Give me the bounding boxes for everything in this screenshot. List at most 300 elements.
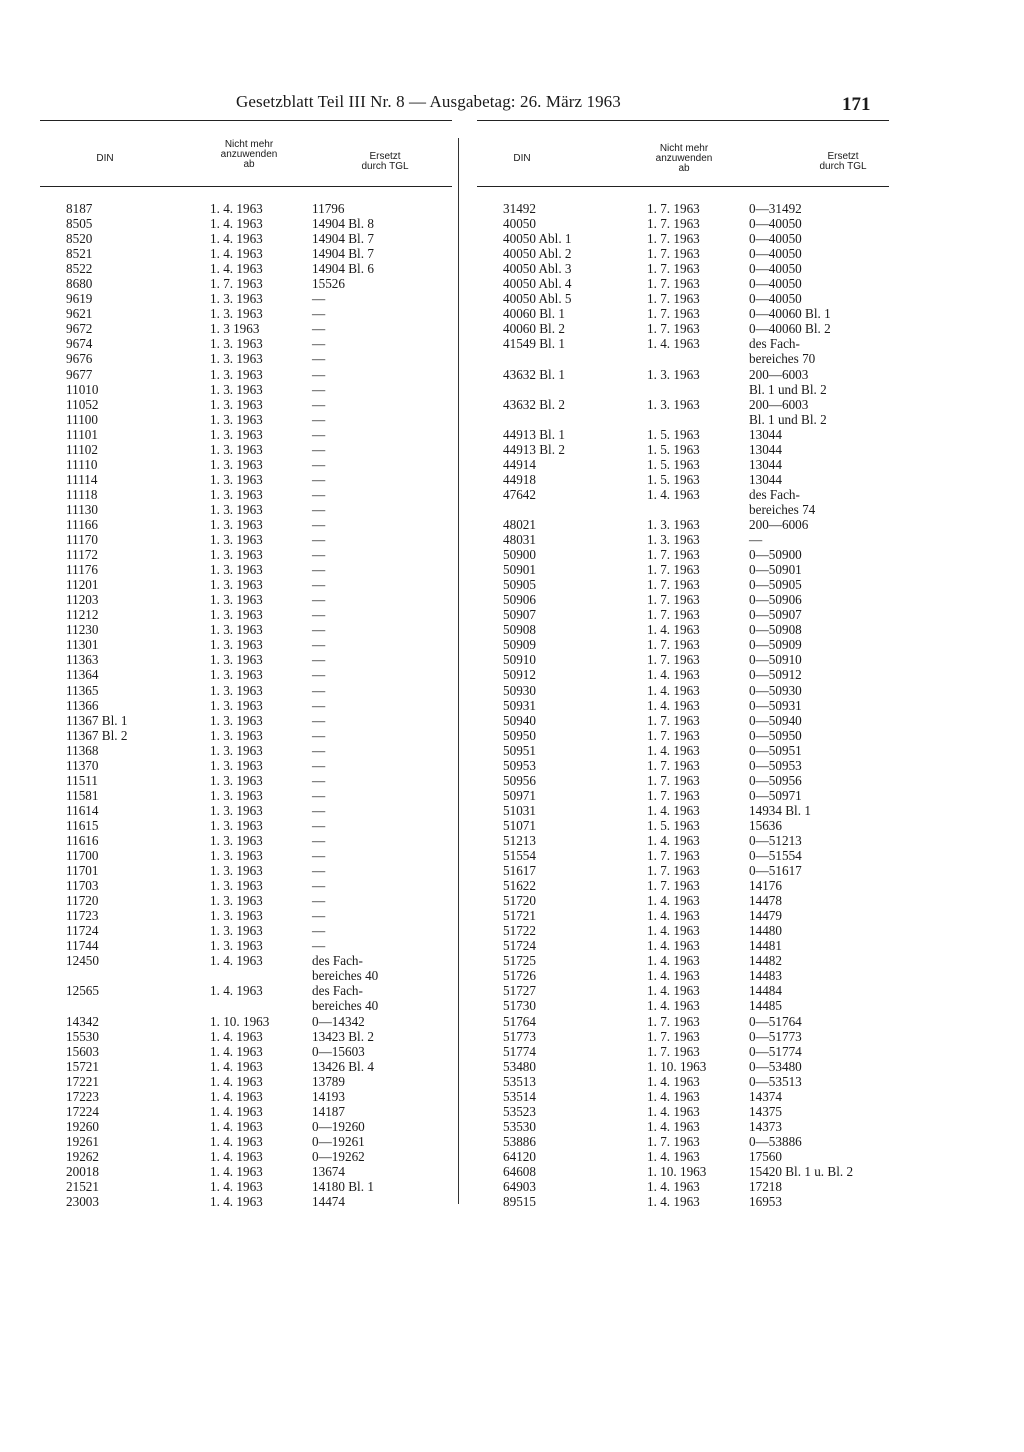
cell-din: 40050 Abl. 3 [503,261,572,277]
cell-date: 1. 3. 1963 [210,351,263,367]
page-number: 171 [842,94,871,115]
cell-replaced-by: 0—40050 [749,276,802,292]
cell-din: 51726 [503,968,536,984]
cell-din: 51773 [503,1028,536,1044]
cell-din: 64903 [503,1179,536,1195]
table-row [477,457,889,472]
cell-din: 17221 [66,1073,99,1089]
cell-date: 1. 3. 1963 [210,562,263,578]
cell-replaced-by: 13789 [312,1073,345,1089]
table-row [477,592,889,607]
cell-din: 51071 [503,817,536,833]
cell-replaced-by: 0—19260 [312,1118,365,1134]
cell-replaced-by: — [312,908,326,924]
table-row [40,321,452,336]
cell-date: 1. 4. 1963 [647,336,700,352]
cell-date: 1. 4. 1963 [210,1058,263,1074]
cell-din: 50951 [503,742,536,758]
cell-replaced-by: 0—51617 [749,863,802,879]
table-row [40,1164,452,1179]
cell-replaced-by: — [312,817,326,833]
cell-replaced-by: 0—50910 [749,652,802,668]
cell-date: 1. 7. 1963 [647,261,700,277]
table-row [40,728,452,743]
table-row [477,803,889,818]
cell-date: 1. 3. 1963 [210,712,263,728]
table-row [477,1044,889,1059]
cell-date: 1. 4. 1963 [210,216,263,232]
cell-date: 1. 3. 1963 [210,547,263,563]
table-row [40,1104,452,1119]
cell-din: 11176 [66,562,98,578]
cell-date: 1. 7. 1963 [647,863,700,879]
cell-date: 1. 3. 1963 [210,863,263,879]
table-row [40,863,452,878]
cell-din: 19261 [66,1133,99,1149]
cell-replaced-by: — [312,697,326,713]
cell-replaced-by: 0—51764 [749,1013,802,1029]
cell-date: 1. 7. 1963 [647,757,700,773]
cell-date: 1. 7. 1963 [647,276,700,292]
cell-din: 44913 Bl. 1 [503,426,565,442]
table-row [477,562,889,577]
cell-date: 1. 7. 1963 [647,1028,700,1044]
cell-replaced-by: 13423 Bl. 2 [312,1028,374,1044]
cell-replaced-by: — [312,411,326,427]
table-row [477,788,889,803]
cell-date: 1. 4. 1963 [647,968,700,984]
table-row [40,908,452,923]
cell-din: 44914 [503,456,536,472]
cell-replaced-by: — [312,682,326,698]
cell-date: 1. 3. 1963 [210,411,263,427]
table-row [40,758,452,773]
cell-replaced-by: 0—50930 [749,682,802,698]
cell-replaced-by: — [312,712,326,728]
table-row [477,1164,889,1179]
cell-replaced-by: 14483 [749,968,782,984]
cell-din: 64120 [503,1148,536,1164]
cell-din: 11744 [66,938,99,954]
cell-replaced-by: 200—6003 [749,366,809,382]
cell-replaced-by: — [312,863,326,879]
cell-replaced-by: 14481 [749,938,782,954]
cell-din: 11166 [66,516,98,532]
cell-din: 14342 [66,1013,99,1029]
table-row [40,818,452,833]
cell-din: 11367 Bl. 1 [66,712,128,728]
cell-din: 40050 Abl. 2 [503,246,572,262]
cell-date: 1. 4. 1963 [647,697,700,713]
cell-date: 1. 5. 1963 [647,441,700,457]
table-row [40,743,452,758]
table-row [477,938,889,953]
cell-replaced-by: — [749,532,763,548]
table-row [40,517,452,532]
cell-replaced-by: — [312,772,326,788]
cell-replaced-by: 14904 Bl. 7 [312,246,374,262]
cell-din: 23003 [66,1194,99,1210]
table-row [477,517,889,532]
cell-din: 11701 [66,863,99,879]
table-row [40,592,452,607]
table-row [40,577,452,592]
cell-date: 1. 4. 1963 [647,923,700,939]
cell-replaced-by: 0—40050 [749,231,802,247]
cell-replaced-by: — [312,291,326,307]
table-row [40,532,452,547]
cell-replaced-by: — [312,532,326,548]
cell-din: 19260 [66,1118,99,1134]
cell-replaced-by: 0—15603 [312,1043,365,1059]
cell-din: 40050 Abl. 4 [503,276,572,292]
table-row [40,562,452,577]
table-row [40,683,452,698]
cell-din: 11368 [66,742,99,758]
cell-din: 11370 [66,757,99,773]
cell-din: 50905 [503,577,536,593]
cell-date: 1. 7. 1963 [647,577,700,593]
cell-date: 1. 4. 1963 [210,261,263,277]
header-nicht-line2: anzuwenden [655,153,713,164]
cell-replaced-by: — [312,802,326,818]
table-row [477,246,889,261]
cell-replaced-by: — [312,893,326,909]
cell-din: 9677 [66,366,93,382]
table-row [477,743,889,758]
table-row [477,713,889,728]
cell-replaced-by: 0—40050 [749,216,802,232]
cell-replaced-by: 13044 [749,441,782,457]
cell-date: 1. 3. 1963 [210,577,263,593]
cell-date: 1. 3. 1963 [210,923,263,939]
cell-replaced-by: 0—50971 [749,787,802,803]
cell-replaced-by: 200—6003 [749,396,809,412]
table-row [477,863,889,878]
cell-date: 1. 5. 1963 [647,426,700,442]
cell-replaced-by: 0—50907 [749,607,802,623]
table-row [40,502,452,517]
cell-replaced-by: 0—50940 [749,712,802,728]
cell-replaced-by: 14485 [749,998,782,1014]
cell-din: 53523 [503,1103,536,1119]
cell-date: 1. 4. 1963 [210,1103,263,1119]
table-row [477,412,889,427]
cell-replaced-by: — [312,336,326,352]
table-row [40,336,452,351]
cell-din: 53530 [503,1118,536,1134]
cell-din: 11172 [66,547,98,563]
table-row [477,1119,889,1134]
cell-date: 1. 3. 1963 [210,817,263,833]
table-row [40,983,452,998]
cell-din: 47642 [503,486,536,502]
cell-replaced-by: 0—53513 [749,1073,802,1089]
cell-din: 50971 [503,787,536,803]
table-row [40,216,452,231]
header-ersetzt-line1: Ersetzt [369,151,401,162]
cell-replaced-by: 0—40060 Bl. 2 [749,321,831,337]
table-row [40,1119,452,1134]
cell-date: 1. 4. 1963 [647,1148,700,1164]
cell-din: 50956 [503,772,536,788]
cell-date: 1. 3. 1963 [210,938,263,954]
table-row [477,201,889,216]
cell-din: 50900 [503,547,536,563]
cell-date: 1. 3. 1963 [210,787,263,803]
cell-date: 1. 3. 1963 [210,667,263,683]
cell-replaced-by: 13674 [312,1164,345,1179]
table-row [477,833,889,848]
table-row [477,1134,889,1149]
table-row [40,788,452,803]
cell-date: 1. 3. 1963 [210,682,263,698]
table-row [477,502,889,517]
table-row [477,1179,889,1194]
cell-din: 11118 [66,486,98,502]
cell-date: 1. 3. 1963 [647,396,700,412]
cell-din: 9674 [66,336,93,352]
cell-din: 11616 [66,832,99,848]
cell-replaced-by: 0—53480 [749,1058,802,1074]
cell-din: 53480 [503,1058,536,1074]
cell-date: 1. 7. 1963 [647,1013,700,1029]
cell-date: 1. 4. 1963 [210,953,263,969]
header-ersetzt [340,152,430,172]
table-row [477,998,889,1013]
cell-din: 11010 [66,381,99,397]
cell-din: 50908 [503,622,536,638]
table-header-right [477,140,889,186]
cell-replaced-by: 17560 [749,1148,782,1164]
cell-din: 11367 Bl. 2 [66,727,128,743]
cell-replaced-by: 0—51213 [749,832,802,848]
cell-din: 8187 [66,201,93,216]
cell-replaced-by: des Fach- [312,953,363,969]
cell-replaced-by: 14904 Bl. 7 [312,231,374,247]
cell-date: 1. 4. 1963 [210,1148,263,1164]
table-row [477,698,889,713]
cell-date: 1. 3. 1963 [210,607,263,623]
table-row [477,577,889,592]
table-row [40,713,452,728]
cell-replaced-by: 14934 Bl. 1 [749,802,811,818]
table-row [477,622,889,637]
cell-din: 11700 [66,848,99,864]
cell-date: 1. 4. 1963 [647,983,700,999]
cell-date: 1. 3. 1963 [210,697,263,713]
table-body-left [40,201,452,1209]
table-row [477,487,889,502]
cell-din: 11614 [66,802,99,818]
cell-din: 11723 [66,908,99,924]
table-row [40,1059,452,1074]
cell-replaced-by: — [312,637,326,653]
table-row [477,1104,889,1119]
cell-din: 51213 [503,832,536,848]
cell-din: 11581 [66,787,99,803]
table-row [40,472,452,487]
cell-replaced-by: 14480 [749,923,782,939]
cell-din: 50931 [503,697,536,713]
cell-replaced-by: 14374 [749,1088,782,1104]
cell-date: 1. 5. 1963 [647,456,700,472]
cell-din: 53886 [503,1133,536,1149]
cell-date: 1. 7. 1963 [647,772,700,788]
table-row [40,547,452,562]
cell-din: 11720 [66,893,99,909]
cell-din: 50940 [503,712,536,728]
table-row [477,351,889,366]
cell-date: 1. 4. 1963 [210,1194,263,1210]
cell-date: 1. 3. 1963 [210,802,263,818]
cell-date: 1. 4. 1963 [647,998,700,1014]
cell-date: 1. 7. 1963 [647,321,700,337]
table-row [40,848,452,863]
cell-date: 1. 4. 1963 [647,1073,700,1089]
table-row [477,923,889,938]
table-row [40,246,452,261]
cell-date: 1. 7. 1963 [210,276,263,292]
table-row [477,276,889,291]
cell-din: 11364 [66,667,99,683]
header-rule-left [40,120,452,121]
cell-date: 1. 7. 1963 [647,306,700,322]
cell-date: 1. 7. 1963 [647,1133,700,1149]
table-row [40,938,452,953]
table-row [477,321,889,336]
cell-date: 1. 7. 1963 [647,246,700,262]
cell-replaced-by: — [312,516,326,532]
cell-din: 8680 [66,276,93,292]
cell-din: 51617 [503,863,536,879]
cell-din: 11230 [66,622,99,638]
table-row [477,652,889,667]
cell-date: 1. 10. 1963 [210,1013,270,1029]
cell-replaced-by: — [312,607,326,623]
table-row [477,231,889,246]
cell-din: 11101 [66,426,98,442]
cell-date: 1. 4. 1963 [647,486,700,502]
cell-replaced-by: 0—40050 [749,291,802,307]
header-nicht-mehr [200,140,298,170]
cell-replaced-by: 14373 [749,1118,782,1134]
table-row [477,382,889,397]
cell-date: 1. 3. 1963 [210,727,263,743]
cell-din: 17224 [66,1103,99,1119]
cell-date: 1. 3. 1963 [647,532,700,548]
cell-replaced-by: 0—50908 [749,622,802,638]
cell-replaced-by: Bl. 1 und Bl. 2 [749,411,827,427]
cell-date: 1. 4. 1963 [210,1164,263,1179]
table-row [40,367,452,382]
header-rule-right [477,120,889,121]
cell-din: 8520 [66,231,93,247]
cell-din: 50906 [503,592,536,608]
cell-replaced-by: 14904 Bl. 8 [312,216,374,232]
cell-din: 11363 [66,652,99,668]
cell-replaced-by: 14482 [749,953,782,969]
cell-date: 1. 3. 1963 [210,306,263,322]
cell-replaced-by: — [312,501,326,517]
cell-date: 1. 4. 1963 [647,908,700,924]
cell-replaced-by: 0—50909 [749,637,802,653]
table-row [477,968,889,983]
cell-replaced-by: — [312,622,326,638]
cell-date: 1. 4. 1963 [647,832,700,848]
table-row [40,231,452,246]
table-row [40,1074,452,1089]
cell-replaced-by: 0—19262 [312,1148,365,1164]
cell-replaced-by: — [312,471,326,487]
table-row [40,803,452,818]
page-header-title: Gesetzblatt Teil III Nr. 8 — Ausgabetag: 26. März 1963 [236,92,621,111]
table-row [40,773,452,788]
header-din: DIN [96,153,114,164]
cell-date: 1. 4. 1963 [647,953,700,969]
cell-replaced-by: 0—50931 [749,697,802,713]
header-ersetzt [797,152,889,172]
cell-date: 1. 7. 1963 [647,727,700,743]
cell-replaced-by: 13044 [749,471,782,487]
table-row [477,893,889,908]
table-row [40,637,452,652]
table-row [40,291,452,306]
table-row [40,698,452,713]
cell-replaced-by: 0—31492 [749,201,802,216]
cell-replaced-by: 14478 [749,893,782,909]
cell-din: 11703 [66,878,99,894]
cell-din: 15530 [66,1028,99,1044]
cell-replaced-by: 0—50950 [749,727,802,743]
cell-date: 1. 10. 1963 [647,1164,707,1179]
cell-replaced-by: 14484 [749,983,782,999]
header-nicht-line3: ab [678,163,690,174]
cell-date: 1. 3. 1963 [210,848,263,864]
cell-din: 50930 [503,682,536,698]
cell-din: 19262 [66,1148,99,1164]
cell-date: 1. 3. 1963 [647,366,700,382]
table-row [40,1044,452,1059]
table-row [40,261,452,276]
cell-replaced-by: — [312,923,326,939]
cell-date: 1. 4. 1963 [210,1088,263,1104]
cell-date: 1. 7. 1963 [647,712,700,728]
cell-din: 50953 [503,757,536,773]
cell-date: 1. 10. 1963 [647,1058,707,1074]
cell-date: 1. 4. 1963 [647,1179,700,1195]
table-header-left [40,140,452,186]
cell-din: 51721 [503,908,536,924]
cell-date: 1. 7. 1963 [647,1043,700,1059]
cell-replaced-by: 200—6006 [749,516,809,532]
cell-replaced-by: — [312,547,326,563]
table-row [40,607,452,622]
cell-date: 1. 4. 1963 [210,1133,263,1149]
cell-date: 1. 4. 1963 [647,1088,700,1104]
table-row [477,216,889,231]
table-row [40,893,452,908]
cell-replaced-by: bereiches 40 [312,968,379,984]
table-row [477,1014,889,1029]
cell-date: 1. 3. 1963 [210,592,263,608]
cell-din: 40060 Bl. 2 [503,321,565,337]
table-row [40,351,452,366]
table-row [40,1149,452,1164]
cell-din: 17223 [66,1088,99,1104]
cell-din: 50901 [503,562,536,578]
table-row [477,261,889,276]
